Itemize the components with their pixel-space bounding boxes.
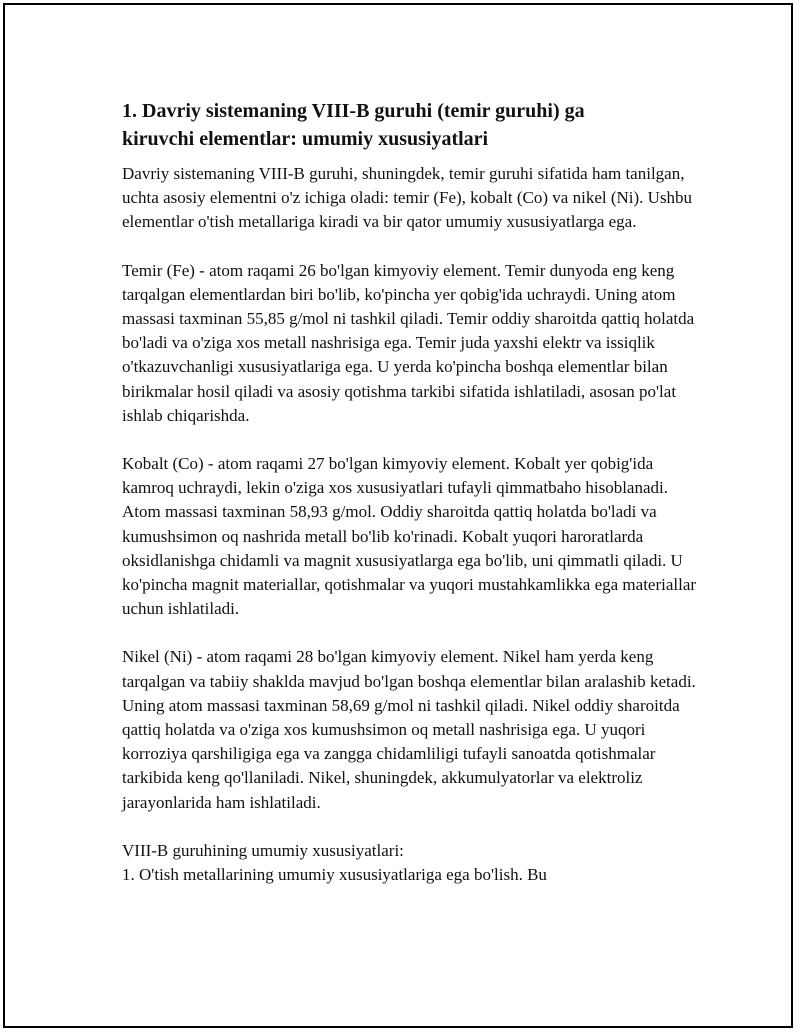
nickel-paragraph: Nikel (Ni) - atom raqami 28 bo'lgan kimyoviy element. Nikel ham yerda keng tarqalgan va tabiiy shaklda mavjud bo'lgan boshqa elementlar bilan aralashib ketadi. Uning atom massasi taxminan 58,69 g/mol ni tashkil qiladi. Nikel oddiy sharoitda qattiq holatda va o'ziga xos kumushsimon oq metall nashrisiga ega. U yuqori korroziya qarshiligiga ega va zangga chidamliligi tufayli sanoatda qotishmalar tarkibida keng qo'llaniladi. Nikel, shuningdek, akkumulyatorlar va elektroliz jarayonlarida ham ishlatiladi.	[122, 647, 696, 812]
section-title-line-1: 1. Davriy sistemaning VIII-B guruhi (temir guruhi) ga	[122, 100, 585, 122]
summary-item-1: 1. O'tish metallarining umumiy xususiyatlariga ega bo'lish. Bu	[122, 865, 547, 885]
iron-paragraph: Temir (Fe) - atom raqami 26 bo'lgan kimyoviy element. Temir dunyoda eng keng tarqalgan elementlardan biri bo'lib, ko'pincha yer qobig'ida uchraydi. Uning atom massasi taxminan 55,85 g/mol ni tashkil qiladi. Temir oddiy sharoitda qattiq holatda bo'ladi va o'ziga xos metall nashrisiga ega. Temir juda yaxshi elektr va issiqlik o'tkazuvchanligi xususiyatlariga ega. U yerda ko'pincha boshqa elementlar bilan birikmalar hosil qiladi va asosiy qotishma tarkibi sifatida ishlatiladi, asosan po'lat ishlab chiqarishda.	[122, 260, 695, 425]
intro-paragraph: Davriy sistemaning VIII-B guruhi, shuningdek, temir guruhi sifatida ham tanilgan, uchta asosiy elementni o'z ichiga oladi: temir (Fe), kobalt (Co) va nikel (Ni). Ushbu elementlar o'tish metallariga kiradi va bir qator umumiy xususiyatlarga ega.	[122, 164, 693, 232]
document-body	[122, 97, 702, 887]
cobalt-paragraph: Kobalt (Co) - atom raqami 27 bo'lgan kimyoviy element. Kobalt yer qobig'ida kamroq uchraydi, lekin o'ziga xos xususiyatlari tufayli qimmatbaho hisoblanadi. Atom massasi taxminan 58,93 g/mol. Oddiy sharoitda qattiq holatda bo'ladi va kumushsimon oq nashrida metall bo'lib ko'rinadi. Kobalt yuqori haroratlarda oksidlanishga chidamli va magnit xususiyatlarga ega bo'lib, uni qimmatli qiladi. U ko'pincha magnit materiallar, qotishmalar va yuqori mustahkamlikka ega materiallar uchun ishlatiladi.	[122, 454, 697, 619]
section-title	[122, 97, 702, 153]
page-frame	[3, 3, 793, 1028]
summary-heading: VIII-B guruhining umumiy xususiyatlari:	[122, 840, 404, 860]
section-title-line-2: kiruvchi elementlar: umumiy xususiyatlari	[122, 128, 489, 150]
